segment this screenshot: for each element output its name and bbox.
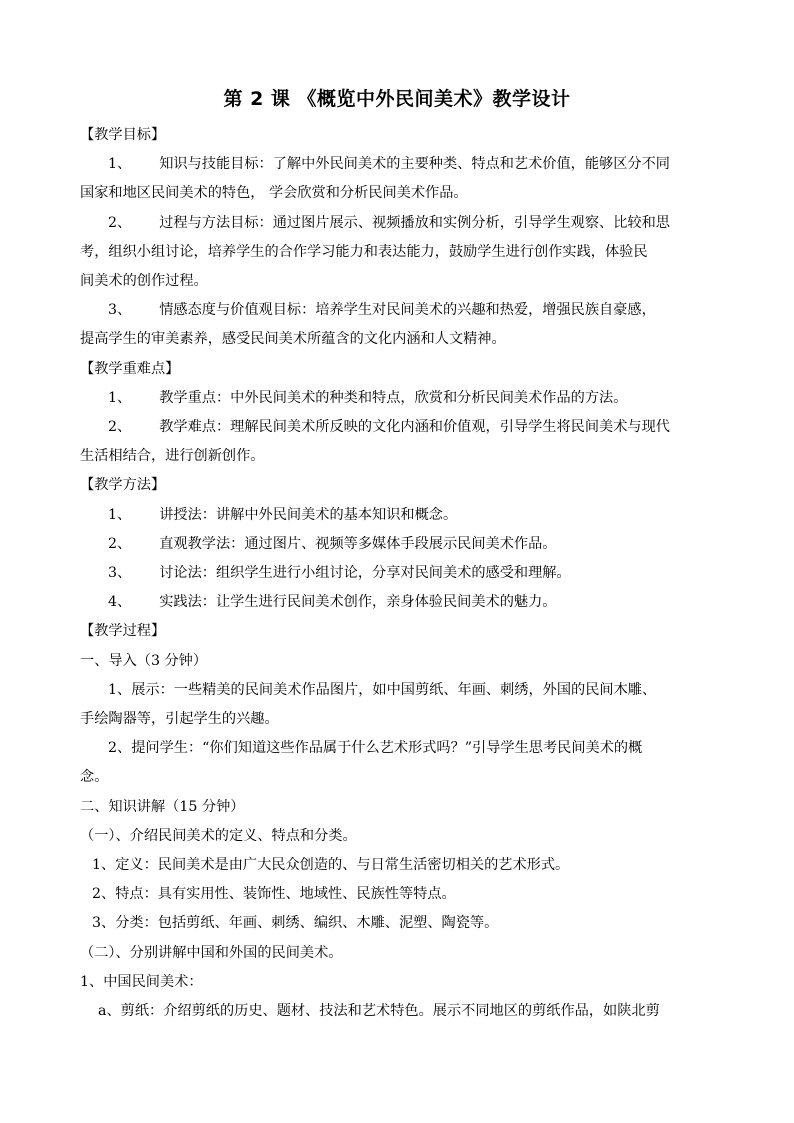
objective-1-text: 知识与技能目标：了解中外民间美术的主要种类、特点和艺术价值，能够区分不同 [159, 156, 670, 173]
objective-2-number: 2、 [108, 214, 132, 231]
method-4 [80, 588, 720, 617]
intro-item-1-line-1: 1、展示：一些精美的民间美术作品图片，如中国剪纸、年画、刺绣，外国的民间木雕、 [108, 681, 657, 698]
objective-3-number: 3、 [108, 302, 132, 319]
method-2-text: 直观教学法：通过图片、视频等多媒体手段展示民间美术作品。 [159, 535, 557, 552]
part-1-heading: （一）、介绍民间美术的定义、特点和分类。 [80, 827, 357, 844]
china-item-a-line-1: a、剪纸：介绍剪纸的历史、题材、技法和艺术特色。展示不同地区的剪纸作品，如陕北剪 [98, 1003, 660, 1020]
keypoint-2-line-1 [80, 413, 720, 442]
objective-3-line-2: 提高学生的审美素养，感受民间美术所蕴含的文化内涵和人文精神。 [80, 331, 506, 348]
keypoint-1-line-1 [80, 384, 720, 413]
lecture-heading: 二、知识讲解（15 分钟） [80, 798, 245, 815]
keypoint-1-number: 1、 [108, 389, 132, 406]
section-heading-process: 【教学过程】 [80, 623, 166, 640]
objective-1-line-1 [80, 150, 720, 179]
keypoint-1-text: 教学重点：中外民间美术的种类和特点，欣赏和分析民间美术作品的方法。 [159, 389, 628, 406]
section-heading-objectives: 【教学目标】 [80, 127, 166, 143]
section-heading-keypoints: 【教学重难点】 [80, 360, 180, 377]
method-1-number: 1、 [108, 506, 132, 523]
intro-item-2-line-2: 念。 [80, 769, 109, 786]
intro-item-1-line-2: 手绘陶器等，引起学生的兴趣。 [80, 711, 279, 728]
objective-2-line-3: 间美术的创作过程。 [80, 273, 208, 290]
method-4-text: 实践法：让学生进行民间美术创作，亲身体验民间美术的魅力。 [159, 594, 557, 611]
method-4-number: 4、 [108, 594, 132, 611]
keypoint-2-number: 2、 [108, 419, 132, 436]
method-3-text: 讨论法：组织学生进行小组讨论，分享对民间美术的感受和理解。 [159, 565, 571, 582]
keypoint-2-line-2: 生活相结合，进行创新创作。 [80, 448, 265, 465]
china-folk-art-heading: 1、中国民间美术： [80, 973, 203, 990]
objective-1-number: 1、 [108, 156, 132, 173]
part-2-heading: （二）、分别讲解中国和外国的民间美术。 [80, 944, 343, 961]
objective-2-line-1 [80, 209, 720, 238]
objective-3-line-1 [80, 296, 720, 325]
method-2-number: 2、 [108, 535, 132, 552]
keypoint-2-text: 教学难点：理解民间美术所反映的文化内涵和价值观，引导学生将民间美术与现代 [159, 419, 670, 436]
document-title: 第 2 课 《概览中外民间美术》教学设计 [223, 88, 571, 110]
document-body [80, 121, 720, 1026]
method-1 [80, 501, 720, 530]
intro-heading: 一、导入（3 分钟） [80, 652, 208, 669]
part-1-item-1: 1、定义：民间美术是由广大民众创造的、与日常生活密切相关的艺术形式。 [92, 857, 570, 874]
part-1-item-3: 3、分类：包括剪纸、年画、刺绣、编织、木雕、泥塑、陶瓷等。 [92, 915, 499, 932]
objective-1-line-2: 国家和地区民间美术的特色， 学会欣赏和分析民间美术作品。 [80, 185, 468, 202]
part-1-item-2: 2、特点：具有实用性、装饰性、地域性、民族性等特点。 [92, 886, 456, 903]
method-3 [80, 559, 720, 588]
method-3-number: 3、 [108, 565, 132, 582]
intro-item-2-line-1: 2、提问学生：“你们知道这些作品属于什么艺术形式吗？”引导学生思考民间美术的概 [108, 740, 643, 757]
section-heading-methods: 【教学方法】 [80, 477, 166, 494]
method-1-text: 讲授法：讲解中外民间美术的基本知识和概念。 [159, 506, 458, 523]
objective-2-text: 过程与方法目标：通过图片展示、视频播放和实例分析，引导学生观察、比较和思 [159, 214, 670, 231]
objective-2-line-2: 考，组织小组讨论，培养学生的合作学习能力和表达能力，鼓励学生进行创作实践，体验民 [80, 243, 648, 260]
method-2 [80, 530, 720, 559]
objective-3-text: 情感态度与价值观目标：培养学生对民间美术的兴趣和热爱，增强民族自豪感， [159, 302, 656, 319]
